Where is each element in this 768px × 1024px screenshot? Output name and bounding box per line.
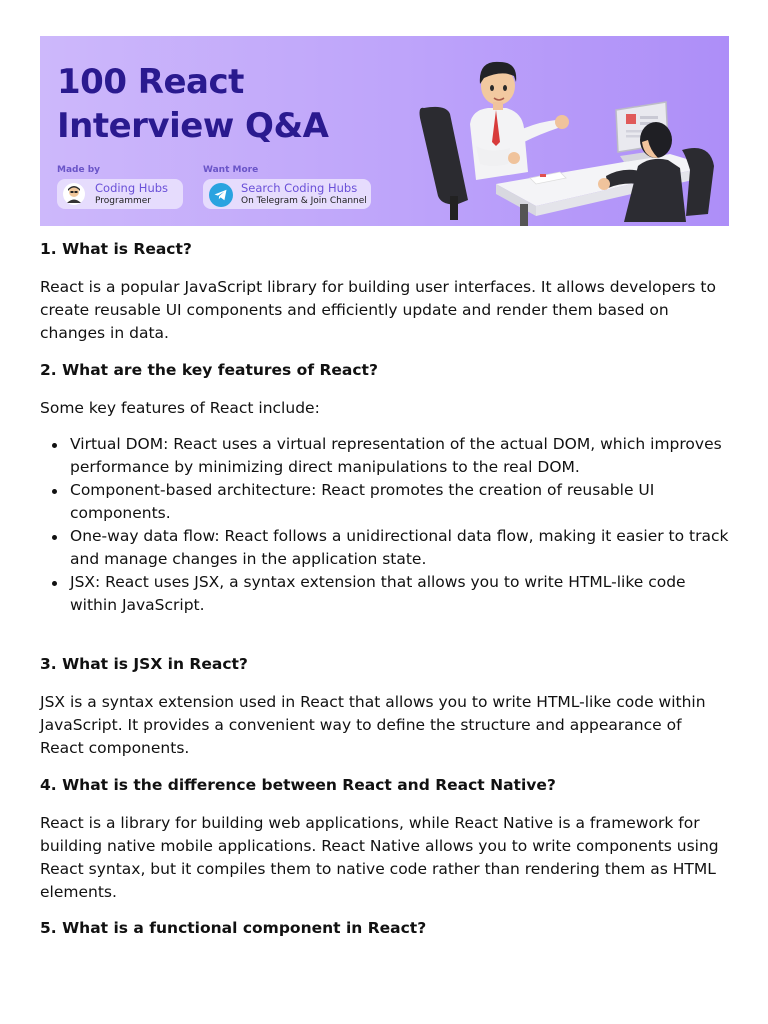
author-name: Coding Hubs (95, 181, 169, 195)
want-more-caption: Want More (203, 165, 259, 175)
banner-title-line1: 100 React (57, 62, 244, 102)
question-2: 2. What are the key features of React? (40, 361, 378, 379)
answer-4: React is a library for building web applications, while React Native is a framework for building native mobile applications. React Native allows you to write components using React syntax, but it compiles them to native code rather than rendering them as HTML elements. (40, 814, 719, 901)
made-by-caption: Made by (57, 165, 101, 175)
question-1: 1. What is React? (40, 240, 192, 258)
list-item: Component-based architecture: React promotes the creation of reusable UI components. (40, 479, 730, 525)
banner-title-line2: Interview Q&A (57, 106, 329, 146)
question-5: 5. What is a functional component in React? (40, 919, 427, 937)
author-role: Programmer (95, 196, 151, 206)
avatar-icon (63, 183, 85, 205)
banner-title (57, 60, 328, 148)
key-features-list (40, 433, 730, 617)
question-3: 3. What is JSX in React? (40, 655, 248, 673)
interview-illustration (410, 46, 729, 226)
list-item: Virtual DOM: React uses a virtual representation of the actual DOM, which improves performance by minimizing direct manipulations to the real DOM. (40, 433, 730, 479)
telegram-channel-badge[interactable] (203, 179, 371, 209)
answer-3: JSX is a syntax extension used in React that allows you to write HTML-like code within JavaScript. It provides a convenient way to define the structure and appearance of React components. (40, 693, 706, 757)
question-4: 4. What is the difference between React and React Native? (40, 776, 556, 794)
telegram-icon (209, 183, 231, 205)
list-item: JSX: React uses JSX, a syntax extension that allows you to write HTML-like code within JavaScript. (40, 571, 730, 617)
list-item: One-way data flow: React follows a unidirectional data flow, making it easier to track and manage changes in the application state. (40, 525, 730, 571)
channel-subtitle: On Telegram & Join Channel (241, 196, 367, 206)
answer-2-intro: Some key features of React include: (40, 399, 320, 417)
header-banner (40, 36, 729, 226)
answer-1: React is a popular JavaScript library for building user interfaces. It allows developers to create reusable UI components and efficiently update and render them based on changes in data. (40, 278, 716, 342)
author-badge[interactable] (57, 179, 183, 209)
channel-name: Search Coding Hubs (241, 181, 358, 195)
